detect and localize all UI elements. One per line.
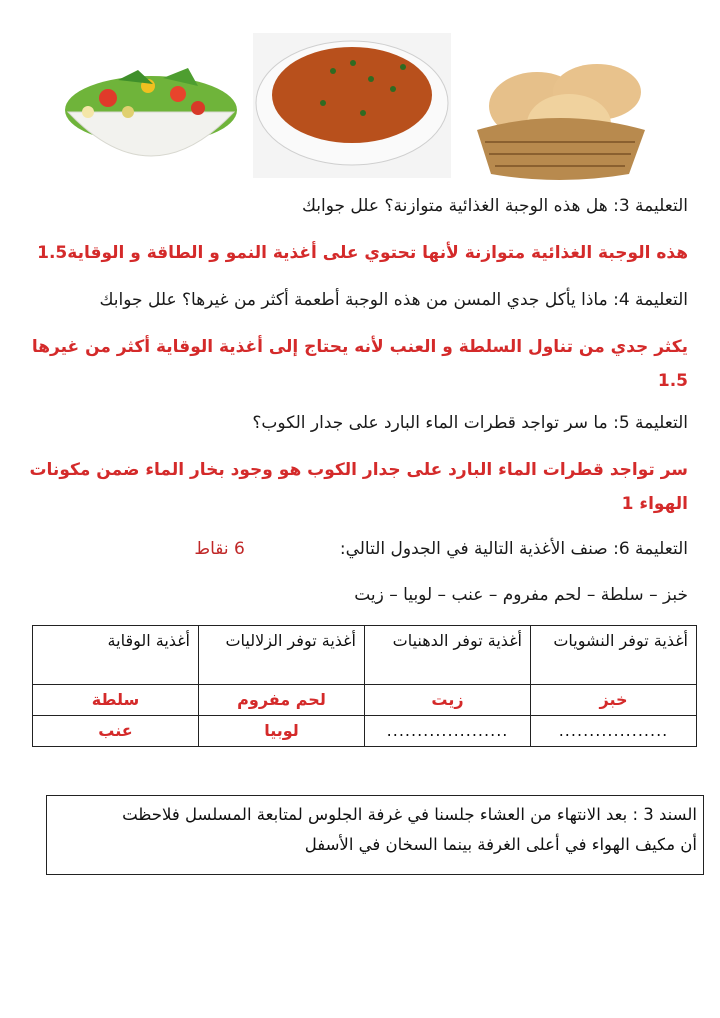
answer-3-score: 1.5: [37, 243, 68, 263]
answer-5-line1: سر تواجد قطرات الماء البارد على جدار الكوب هو وجود بخار الماء ضمن مكونات: [29, 460, 688, 480]
question-6-points: 6 نقاط: [194, 539, 245, 559]
table-cell: لحم مفروم: [199, 685, 365, 716]
question-4: التعليمة 4: ماذا يأكل جدي المسن من هذه الوجبة أطعمة أكثر من غيرها؟ علل جوابك: [99, 290, 688, 310]
table-header-cell: أغذية توفر النشويات: [531, 626, 697, 685]
document-3-line1: السند 3 : بعد الانتهاء من العشاء جلسنا في غرفة الجلوس لمتابعة المسلسل فلاحظت: [122, 805, 697, 824]
table-header-row: [33, 626, 697, 685]
soup-image: [253, 33, 451, 178]
table-cell-blank: ..................: [531, 716, 697, 747]
table-header-cell: أغذية توفر الدهنيات: [365, 626, 531, 685]
table-header-cell: أغذية توفر الزلاليات: [199, 626, 365, 685]
table-cell: خبز: [531, 685, 697, 716]
table-row: [33, 716, 697, 747]
table-cell: زيت: [365, 685, 531, 716]
table-header-cell: أغذية الوقاية: [33, 626, 199, 685]
table-cell: لوبيا: [199, 716, 365, 747]
table-cell: عنب: [33, 716, 199, 747]
food-classification-table: [32, 625, 697, 747]
document-3-line2: أن مكيف الهواء في أعلى الغرفة بينما السخان في الأسفل: [304, 835, 697, 854]
salad-image: [58, 50, 244, 178]
answer-3-text: هذه الوجبة الغذائية متوازنة لأنها تحتوي على أغذية النمو و الطاقة و الوقاية: [67, 243, 688, 263]
question-5: التعليمة 5: ما سر تواجد قطرات الماء البارد على جدار الكوب؟: [252, 413, 688, 433]
question-6: [40, 539, 688, 559]
question-6-text: التعليمة 6: صنف الأغذية التالية في الجدول التالي:: [339, 539, 688, 559]
document-3-box: [46, 795, 704, 875]
answer-4-line1: يكثر جدي من تناول السلطة و العنب لأنه يحتاج إلى أغذية الوقاية أكثر من غيرها: [31, 337, 688, 357]
table-row: [33, 685, 697, 716]
answer-5-line2: الهواء 1: [621, 494, 688, 514]
bread-image: [457, 46, 661, 180]
question-3: التعليمة 3: هل هذه الوجبة الغذائية متوازنة؟ علل جوابك: [301, 196, 688, 216]
answer-4-line2: 1.5: [657, 371, 688, 391]
table-cell: سلطة: [33, 685, 199, 716]
table-cell-blank: ....................: [365, 716, 531, 747]
foods-list: خبز – سلطة – لحم مفروم – عنب – لوبيا – زيت: [354, 585, 688, 605]
answer-3: [37, 243, 688, 263]
